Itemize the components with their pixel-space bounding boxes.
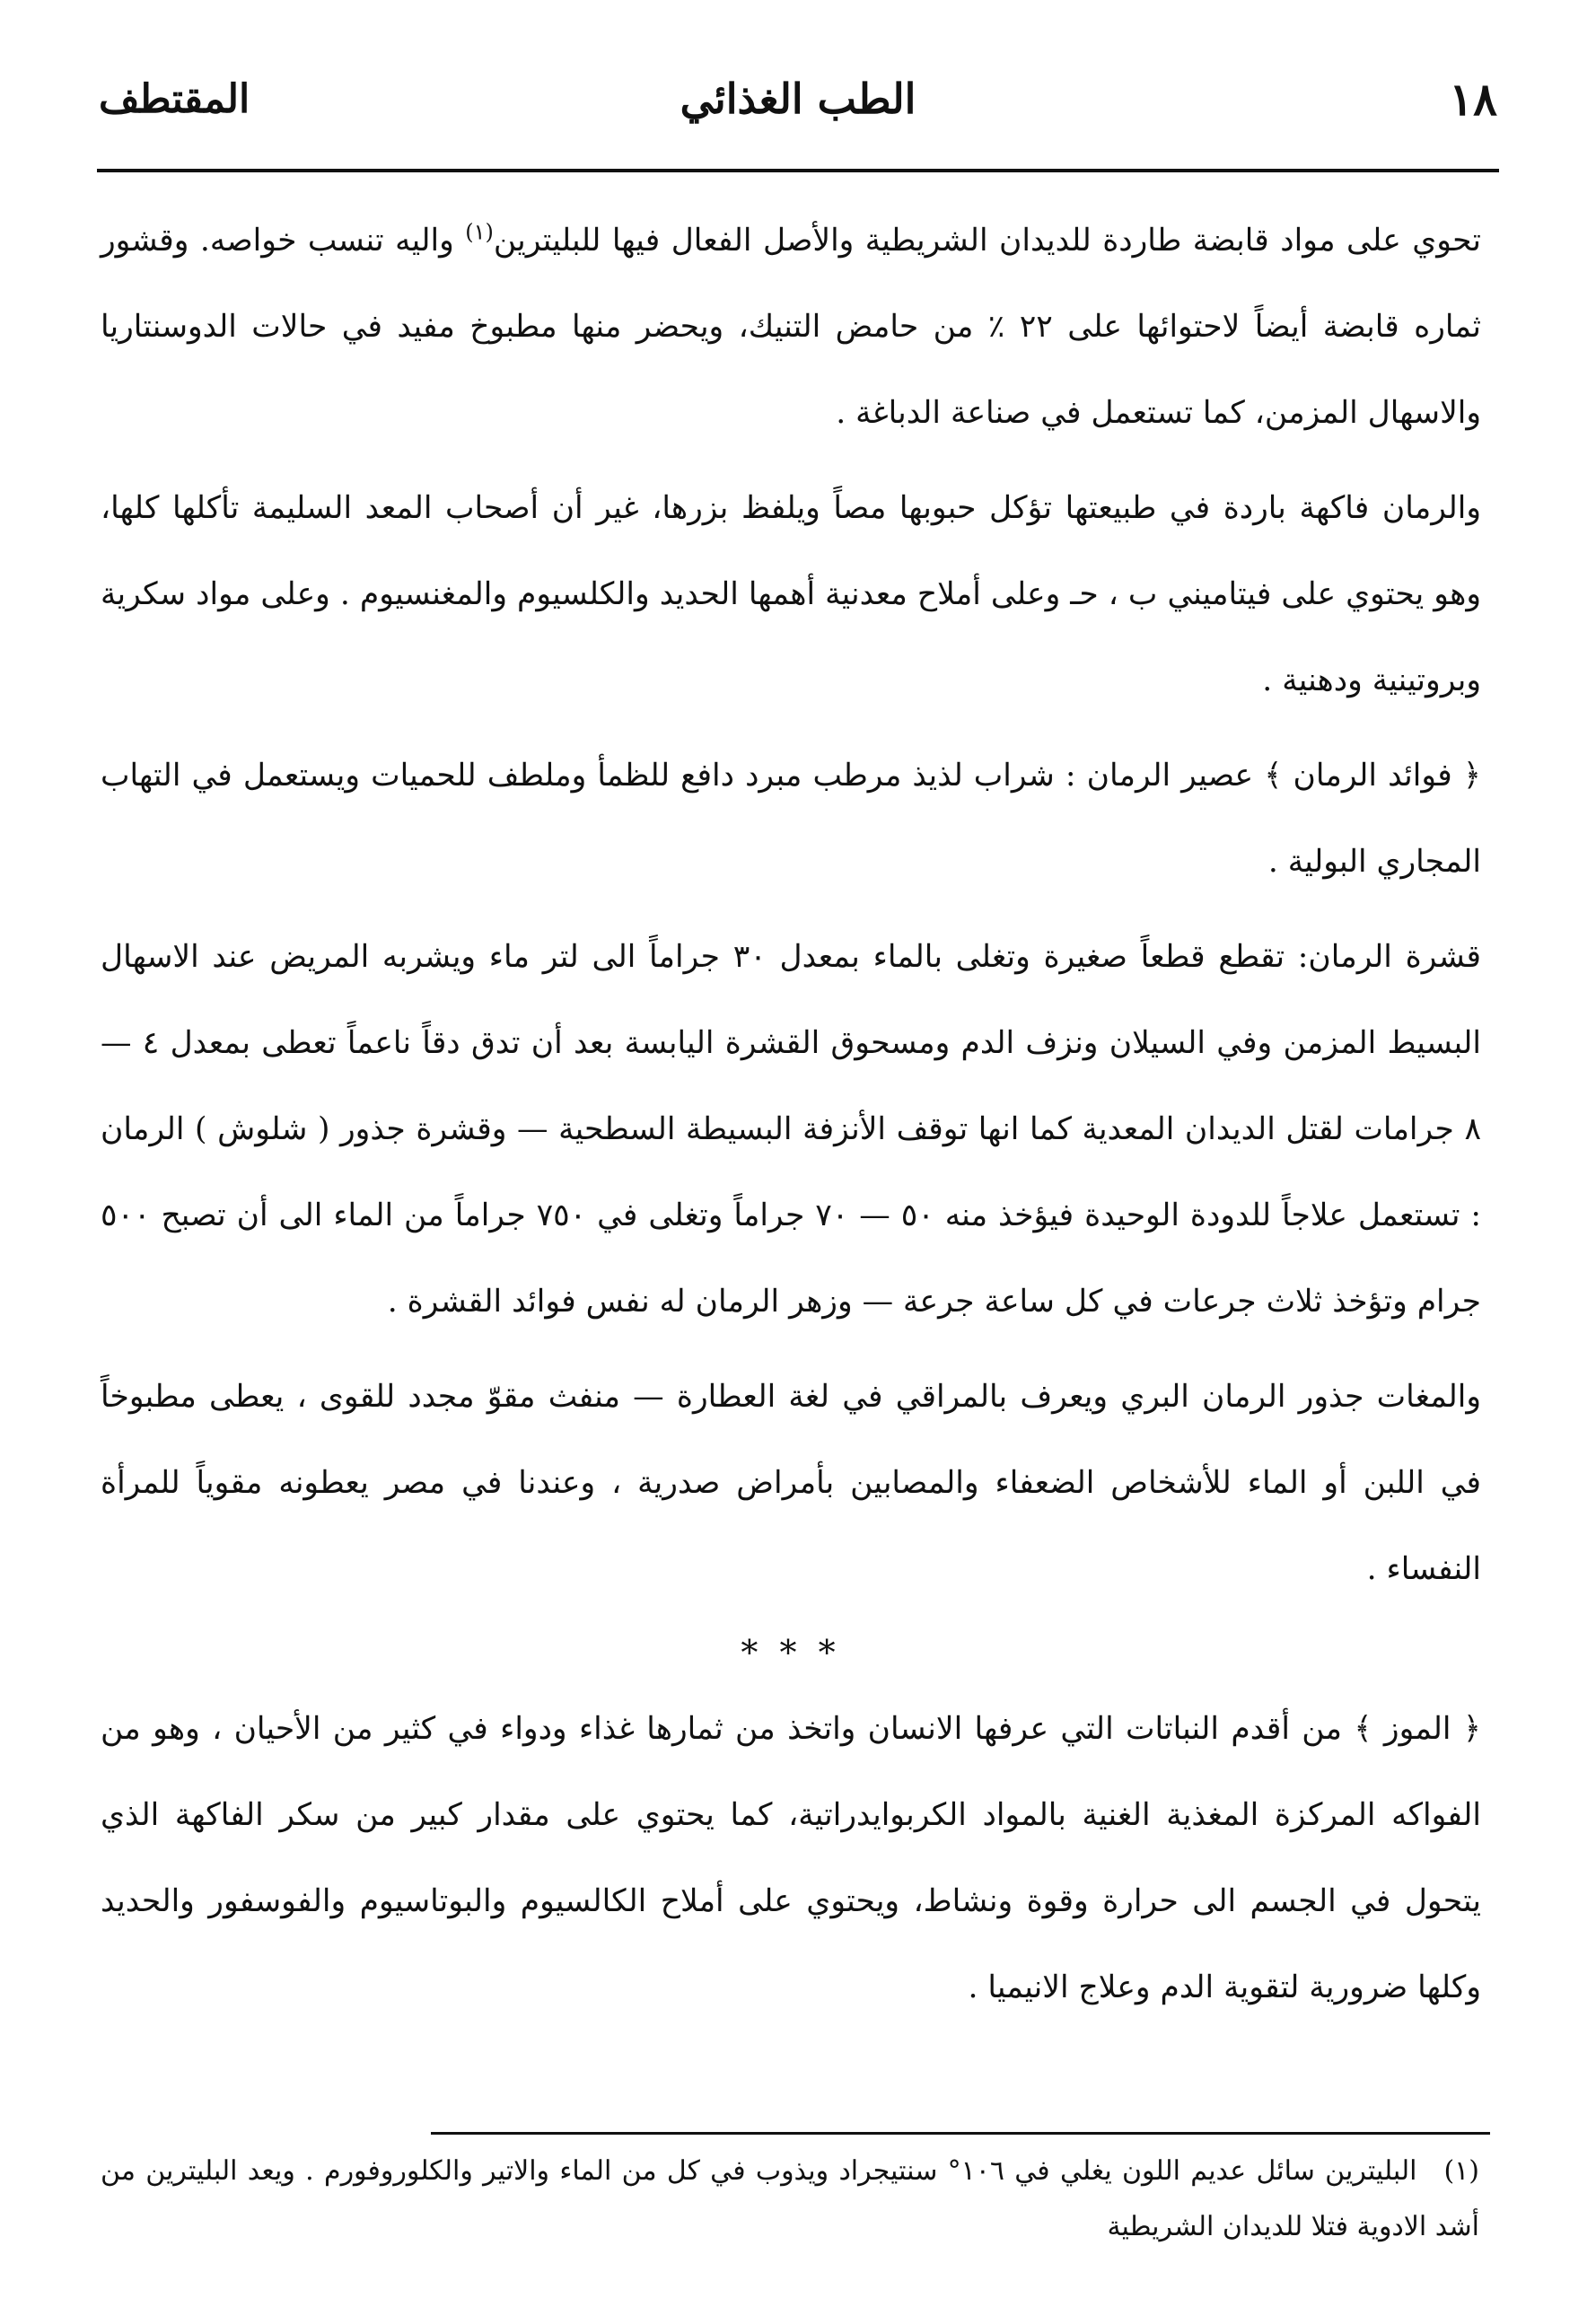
footnote-reference[interactable]: (١) [465, 219, 494, 245]
paragraph-banana: ﴿ الموز ﴾ من أقدم النباتات التي عرفها الانسان واتخذ من ثمارها غذاء ودواء في كثير من الأحيان ، وهو من الفواكه المركزة المغذية الغنية بالمواد الكربوايدراتية، كما يحتوي على مقدار كبير من سكر الفاكهة الذي يتحول في الجسم الى حرارة وقوة ونشاط، ويحتوي على أملاح الكالسيوم والبوتاسيوم والفوسفور والحديد وكلها ضرورية لتقوية الدم وعلاج الانيميا . [101, 1711, 1481, 2005]
paragraph-pomegranate-peel: قشرة الرمان: تقطع قطعاً صغيرة وتغلى بالماء بمعدل ٣٠ جراماً الى لتر ماء ويشربه المريض عند الاسهال البسيط المزمن وفي السيلان ونزف الدم ومسحوق القشرة اليابسة بعد أن تدق دقاً ناعماً تعطى بمعدل ٤ — ٨ جرامات لقتل الديدان المعدية كما انها توقف الأنزفة البسيطة السطحية — وقشرة جذور ( شلوش ) الرمان : تستعمل علاجاً للدودة الوحيدة فيؤخذ منه ٥٠ — ٧٠ جراماً وتغلى في ٧٥٠ جراماً من الماء الى أن تصبح ٥٠٠ جرام وتؤخذ ثلاث جرعات في كل ساعة جرعة — وزهر الرمان له نفس فوائد القشرة . [101, 939, 1482, 1320]
running-title: الطب الغذائي [680, 75, 916, 123]
body-text [101, 197, 1481, 2039]
footnote-text: البليترين سائل عديم اللون يغلي في ١٠٦° سنتيجراد ويذوب في كل من الماء والاتير والكلوروفورم . ويعد البليترين من أشد الادوية فتلا للديدان الشريطية [101, 2155, 1479, 2242]
running-head [99, 63, 1497, 135]
footnote-number: (١) [1443, 2155, 1480, 2187]
paragraph-wild-pomegranate-roots: والمغات جذور الرمان البري ويعرف بالمراقي في لغة العطارة — منفث مقوّ مجدد للقوى ، يعطى مطبوخاً في اللبن أو الماء للأشخاص الضعفاء والمصابين بأمراض صدرية ، وعندنا في مصر يعطونه مقوياً للمرأة النفساء . [101, 1379, 1481, 1587]
header-rule [97, 169, 1499, 172]
journal-name: المقتطف [99, 75, 250, 122]
footnote [101, 2144, 1479, 2255]
paragraph-text: واليه تنسب خواصه. وقشور ثماره قابضة أيضاً لاحتوائها على ٢٢ ٪ من حامض التنيك، ويحضر منها مطبوخ مفيد في حالات الدوسنتاريا والاسهال المزمن، كما تستعمل في صناعة الدباغة . [101, 223, 1481, 431]
paragraph-text: تحوي على مواد قابضة طاردة للديدان الشريطية والأصل الفعال فيها للبليترين [493, 223, 1482, 259]
footnote-rule [431, 2132, 1490, 2135]
paragraph-pomegranate-fruit: والرمان فاكهة باردة في طبيعتها تؤكل حبوبها مصاً ويلفظ بزرها، غير أن أصحاب المعد السليمة تأكلها كلها، وهو يحتوي على فيتاميني ب ، حـ وعلى أملاح معدنية أهمها الحديد والكلسيوم والمغنسيوم . وعلى مواد سكرية وبروتينية ودهنية . [101, 490, 1481, 698]
paragraph-pomegranate-bark [101, 197, 1481, 456]
paragraph-pomegranate-benefits: ﴿ فوائد الرمان ﴾ عصير الرمان : شراب لذيذ مرطب مبرد دافع للظمأ وملطف للحميات ويستعمل في التهاب المجاري البولية . [101, 758, 1481, 880]
section-separator: * * * [741, 1633, 841, 1672]
page-number: ١٨ [1449, 72, 1497, 126]
